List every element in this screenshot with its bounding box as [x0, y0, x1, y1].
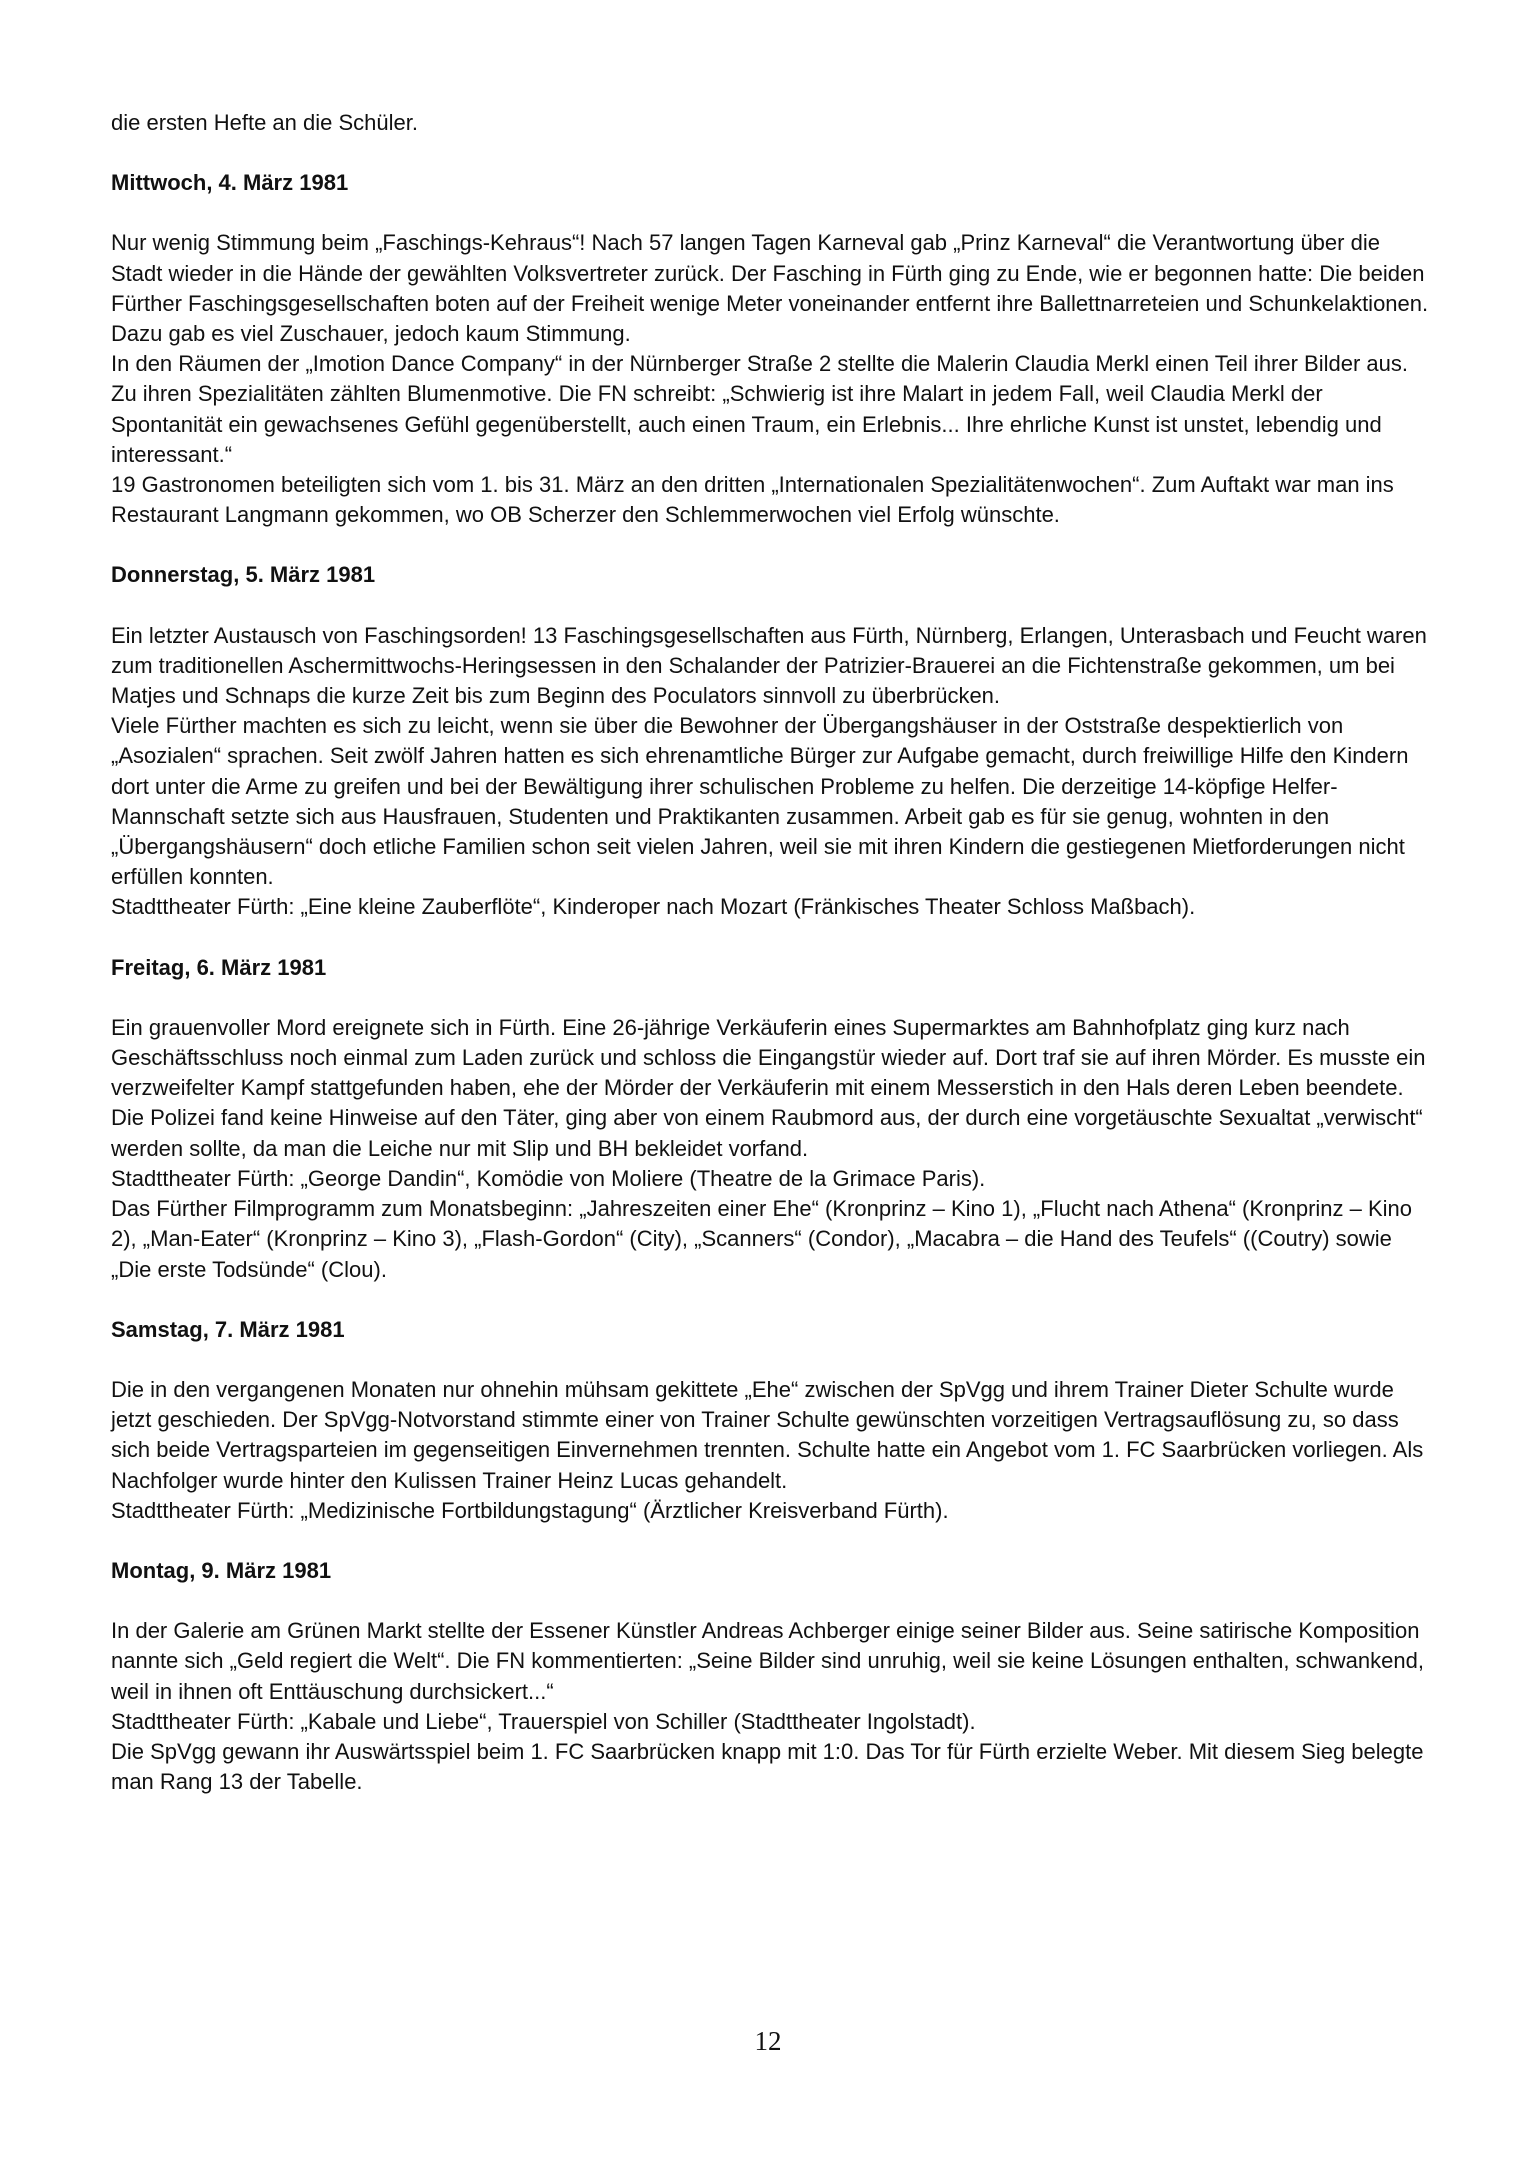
- section-paragraph: Das Fürther Filmprogramm zum Monatsbeginn: „Jahreszeiten einer Ehe“ (Kronprinz – Kino 1), „Flucht nach Athena“ (Kronprinz – Kino 2), „Man-Eater“ (Kronprinz – Kino 3), „Flash-Gordon“ (City), „Scanners“ (Condor), „Macabra – die Hand des Teufels“ ((Coutry) sowie „Die erste Todsünde“ (Clou).: [111, 1196, 1413, 1282]
- section-heading: Freitag, 6. März 1981: [111, 954, 327, 980]
- section-paragraph: Viele Fürther machten es sich zu leicht, wenn sie über die Bewohner der Übergangshäuser in der Oststraße despektierlich von „Asozialen“ sprachen. Seit zwölf Jahren hatten es sich ehrenamtliche Bürger zur Aufgabe gemacht, durch freiwillige Hilfe den Kindern dort unter die Arme zu greifen und bei der Bewältigung ihrer schulischen Probleme zu helfen. Die derzeitige 14-köpfige Helfer-Mannschaft setzte sich aus Hausfrauen, Studenten und Praktikanten zusammen. Arbeit gab es für sie genug, wohnten in den „Übergangshäusern“ doch etliche Familien schon seit vielen Jahren, weil sie mit ihren Kindern die gestiegenen Mietforderungen nicht erfüllen konnten.: [111, 713, 1409, 890]
- section-heading: Samstag, 7. März 1981: [111, 1316, 345, 1342]
- section-paragraph: Die in den vergangenen Monaten nur ohnehin mühsam gekittete „Ehe“ zwischen der SpVgg und ihrem Trainer Dieter Schulte wurde jetzt geschieden. Der SpVgg-Notvorstand stimmte einer von Trainer Schulte gewünschten vorzeitigen Vertragsauflösung zu, so dass sich beide Vertragsparteien im gegenseitigen Einvernehmen trennten. Schulte hatte ein Angebot vom 1. FC Saarbrücken vorliegen. Als Nachfolger wurde hinter den Kulissen Trainer Heinz Lucas gehandelt.: [111, 1376, 1424, 1493]
- section-montag: [111, 1556, 1429, 1797]
- section-paragraph: In der Galerie am Grünen Markt stellte der Essener Künstler Andreas Achberger einige seiner Bilder aus. Seine satirische Komposition nannte sich „Geld regiert die Welt“. Die FN kommentierten: „Seine Bilder sind unruhig, weil sie keine Lösungen enthalten, schwankend, weil in ihnen oft Enttäuschung durchsickert...“: [111, 1618, 1424, 1704]
- section-paragraph: Ein grauenvoller Mord ereignete sich in Fürth. Eine 26-jährige Verkäuferin eines Supermarktes am Bahnhofplatz ging kurz nach Geschäftsschluss noch einmal zum Laden zurück und schloss die Eingangstür wieder auf. Dort traf sie auf ihren Mörder. Es musste ein verzweifelter Kampf stattgefunden haben, ehe der Mörder der Verkäuferin mit einem Messerstich in den Hals deren Leben beendete. Die Polizei fand keine Hinweise auf den Täter, ging aber von einem Raubmord aus, der durch eine vorgetäuschte Sexualtat „verwischt“ werden sollte, da man die Leiche nur mit Slip und BH bekleidet vorfand.: [111, 1014, 1426, 1161]
- section-paragraph: In den Räumen der „Imotion Dance Company“ in der Nürnberger Straße 2 stellte die Malerin Claudia Merkl einen Teil ihrer Bilder aus. Zu ihren Spezialitäten zählten Blumenmotive. Die FN schreibt: „Schwierig ist ihre Malart in jedem Fall, weil Claudia Merkl der Spontanität ein gewachsenes Gefühl gegenüberstellt, auch einen Traum, ein Erlebnis... Ihre ehrliche Kunst ist unstet, lebendig und interessant.“: [111, 351, 1408, 467]
- section-donnerstag: [111, 560, 1429, 922]
- document-page: [111, 108, 1429, 1797]
- section-mittwoch: [111, 168, 1429, 530]
- section-paragraph: 19 Gastronomen beteiligten sich vom 1. bis 31. März an den dritten „Internationalen Spezialitätenwochen“. Zum Auftakt war man ins Restaurant Langmann gekommen, wo OB Scherzer den Schlemmerwochen viel Erfolg wünschte.: [111, 472, 1394, 528]
- intro-paragraph: die ersten Hefte an die Schüler.: [111, 110, 418, 135]
- section-paragraph: Ein letzter Austausch von Faschingsorden! 13 Faschingsgesellschaften aus Fürth, Nürnberg, Erlangen, Unterasbach und Feucht waren zum traditionellen Aschermittwochs-Heringsessen in den Schalander der Patrizier-Brauerei an die Fichtenstraße gekommen, um bei Matjes und Schnaps die kurze Zeit bis zum Beginn des Poculators sinnvoll zu überbrücken.: [111, 622, 1427, 709]
- section-heading: Mittwoch, 4. März 1981: [111, 170, 349, 196]
- section-paragraph: Nur wenig Stimmung beim „Faschings-Kehraus“! Nach 57 langen Tagen Karneval gab „Prinz Karneval“ die Verantwortung über die Stadt wieder in die Hände der gewählten Volksvertreter zurück. Der Fasching in Fürth ging zu Ende, wie er begonnen hatte: Die beiden Fürther Faschingsgesellschaften boten auf der Freiheit wenige Meter voneinander entfernt ihre Ballettnarreteien und Schunkelaktionen. Dazu gab es viel Zuschauer, jedoch kaum Stimmung.: [111, 230, 1429, 347]
- section-heading: Montag, 9. März 1981: [111, 1557, 332, 1583]
- section-freitag: [111, 953, 1429, 1285]
- section-paragraph: Stadttheater Fürth: „Eine kleine Zauberflöte“, Kinderoper nach Mozart (Fränkisches Theater Schloss Maßbach).: [111, 894, 1196, 920]
- section-paragraph: Stadttheater Fürth: „Kabale und Liebe“, Trauerspiel von Schiller (Stadttheater Ingolstadt).: [111, 1708, 976, 1734]
- page-number: 12: [754, 2026, 782, 2056]
- section-samstag: [111, 1315, 1429, 1526]
- section-paragraph: Die SpVgg gewann ihr Auswärtsspiel beim 1. FC Saarbrücken knapp mit 1:0. Das Tor für Fürth erzielte Weber. Mit diesem Sieg belegte man Rang 13 der Tabelle.: [111, 1738, 1424, 1795]
- section-paragraph: Stadttheater Fürth: „George Dandin“, Komödie von Moliere (Theatre de la Grimace Paris).: [111, 1165, 986, 1191]
- section-heading: Donnerstag, 5. März 1981: [111, 562, 376, 588]
- section-paragraph: Stadttheater Fürth: „Medizinische Fortbildungstagung“ (Ärztlicher Kreisverband Fürth).: [111, 1497, 949, 1523]
